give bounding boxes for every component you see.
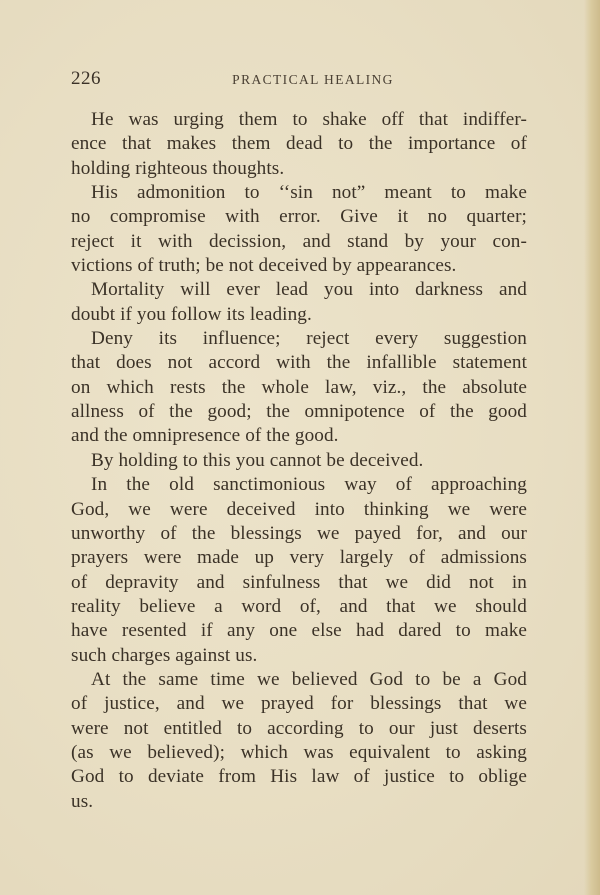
text-line: doubt if you follow its leading. <box>71 303 312 325</box>
text-line: allness of the good; the omnipotence of the good <box>71 401 527 423</box>
text-line: (as we believed); which was equivalent to asking <box>71 741 527 763</box>
text-line: on which rests the whole law, viz., the absolute <box>71 376 527 398</box>
text-line: Mortality will ever lead you into darkness and <box>91 279 527 301</box>
body-text <box>71 108 527 814</box>
text-line: ence that makes them dead to the importance of <box>71 133 527 155</box>
text-line: His admonition to ‘‘sin not” meant to make <box>91 182 527 204</box>
text-line: us. <box>71 790 94 812</box>
text-line: At the same time we believed God to be a God <box>91 668 527 690</box>
running-title: PRACTICAL HEALING <box>232 72 394 87</box>
running-head <box>71 68 527 90</box>
text-line: that does not accord with the infallible statement <box>71 352 527 374</box>
text-line: such charges against us. <box>71 644 258 666</box>
text-line: God, we were deceived into thinking we were <box>71 498 527 520</box>
text-line: Deny its influence; reject every suggestion <box>91 328 527 350</box>
text-line: He was urging them to shake off that indiffer- <box>91 109 527 130</box>
text-line: reality believe a word of, and that we should <box>71 595 527 617</box>
text-line: and the omnipresence of the good. <box>71 425 339 447</box>
text-line: By holding to this you cannot be deceived. <box>91 449 424 471</box>
text-line: victions of truth; be not deceived by appearances. <box>71 255 457 277</box>
text-line: prayers were made up very largely of admissions <box>71 547 527 569</box>
text-line: In the old sanctimonious way of approaching <box>91 474 527 496</box>
text-line: holding righteous thoughts. <box>71 157 285 179</box>
text-line: of depravity and sinfulness that we did not in <box>71 571 527 593</box>
page-number: 226 <box>71 68 101 89</box>
text-line: reject it with decission, and stand by your con- <box>71 230 527 252</box>
text-line: of justice, and we prayed for blessings that we <box>71 693 527 715</box>
text-line: were not entitled to according to our just deserts <box>71 717 527 739</box>
text-line: unworthy of the blessings we payed for, and our <box>71 522 527 544</box>
text-line: God to deviate from His law of justice to oblige <box>71 766 527 788</box>
text-line: no compromise with error. Give it no quarter; <box>71 206 527 228</box>
text-line: have resented if any one else had dared to make <box>71 620 527 642</box>
page-edge-shadow <box>584 0 600 895</box>
